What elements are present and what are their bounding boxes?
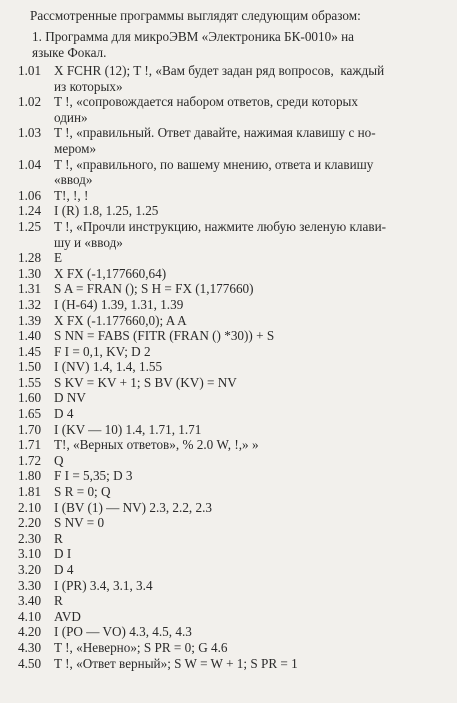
program-line [18,468,443,484]
line-code: Q [54,452,64,468]
line-number: 1.28 [18,250,42,266]
program-line [18,390,443,406]
line-code: T !, «сопровождается набором ответов, среди которых один» [54,94,359,125]
program-line [18,125,443,156]
line-code: D 4 [54,406,74,422]
line-code: T!, «Верных ответов», % 2.0 W, !,» » [54,437,259,453]
line-code: S A = FRAN (); S H = FX (1,177660) [54,281,254,297]
line-code: R [54,593,63,609]
line-number: 1.02 [18,94,42,110]
line-number: 3.40 [18,593,42,609]
program-line [18,578,443,594]
line-code: I (BV (1) — NV) 2.3, 2.2, 2.3 [54,499,212,515]
line-number: 1.65 [18,406,42,422]
program-line [18,500,443,516]
line-code: S NN = FABS (FITR (FRAN () *30)) + S [54,328,275,344]
program-line [18,297,443,313]
line-code: D 4 [54,562,74,577]
program-line [18,609,443,625]
line-number: 2.20 [18,515,42,531]
line-number: 4.20 [18,624,42,640]
line-number: 1.04 [18,156,42,172]
line-code: S R = 0; Q [54,484,111,500]
program-line [18,624,443,640]
line-code: X FX (-1.177660,0); A A [54,312,187,328]
line-code: D I [54,546,72,562]
line-number: 1.01 [18,63,42,78]
program-line [18,313,443,329]
line-code: E [54,250,63,266]
line-number: 3.20 [18,562,42,577]
program-line [18,453,443,469]
line-code: I (H-64) 1.39, 1.31, 1.39 [54,296,184,312]
program-line [18,344,443,360]
line-code: I (KV — 10) 1.4, 1.71, 1.71 [54,421,202,437]
line-number: 1.32 [18,296,42,312]
line-number: 1.45 [18,343,42,359]
line-code: D NV [54,390,86,406]
line-number: 1.06 [18,187,42,203]
program-line [18,406,443,422]
line-code: T !, «Прочли инструкцию, нажмите любую зеленую клави- шу и «ввод» [54,218,387,250]
program-line [18,328,443,344]
line-code: I (NV) 1.4, 1.4, 1.55 [54,359,163,375]
line-code: T!, !, ! [54,187,89,203]
program-line [18,375,443,391]
program-line [18,515,443,531]
line-code: S NV = 0 [54,515,105,531]
line-number: 4.30 [18,639,42,655]
line-number: 1.30 [18,265,42,281]
line-number: 1.55 [18,374,42,390]
line-number: 1.31 [18,281,42,297]
line-number: 1.03 [18,125,42,141]
line-number: 1.60 [18,390,42,406]
line-code: S KV = KV + 1; S BV (KV) = NV [54,374,237,390]
line-number: 1.70 [18,421,42,437]
line-code: I (PO — VO) 4.3, 4.5, 4.3 [54,624,192,640]
program-listing [18,63,443,671]
line-code: T !, «Неверно»; S PR = 0; G 4.6 [54,639,228,655]
program-line [18,593,443,609]
line-code: T !, «Ответ верный»; S W = W + 1; S PR = 1 [54,655,298,671]
program-line [18,656,443,672]
program-line [18,219,443,250]
program-heading-continuation: языке Фокал. [32,45,107,60]
line-number: 1.50 [18,359,42,375]
program-line [18,188,443,204]
line-number: 4.50 [18,655,42,671]
line-code: X FX (-1,177660,64) [54,265,167,281]
line-code: F I = 5,35; D 3 [54,468,133,484]
program-line [18,250,443,266]
line-number: 1.71 [18,437,42,453]
line-number: 1.25 [18,218,42,234]
line-number: 1.39 [18,312,42,328]
program-line [18,266,443,282]
program-line [18,359,443,375]
program-line [18,203,443,219]
program-line [18,94,443,125]
line-number: 1.24 [18,203,42,219]
line-code: R [54,530,63,546]
program-line [18,63,443,94]
line-number: 4.10 [18,608,42,624]
line-code: F I = 0,1, KV; D 2 [54,343,151,359]
program-line [18,281,443,297]
program-line [18,546,443,562]
line-number: 1.40 [18,328,42,344]
line-number: 3.10 [18,546,42,562]
program-line [18,640,443,656]
line-number: 1.81 [18,484,42,500]
program-line [18,422,443,438]
line-code: AVD [54,608,81,624]
program-line [18,437,443,453]
program-heading-text: 1. Программа для микроЭВМ «Электроника БК-0010» на [32,29,354,44]
line-code: X FCHR (12); T !, «Вам будет задан ряд вопросов, каждый из которых» [54,63,385,94]
program-line [18,531,443,547]
line-code: I (PR) 3.4, 3.1, 3.4 [54,577,153,593]
line-number: 2.30 [18,530,42,546]
program-line [18,562,443,578]
intro-text: Рассмотренные программы выглядят следующим образом: [30,8,361,23]
line-number: 1.80 [18,468,42,484]
line-number: 1.72 [18,452,42,468]
program-line [18,157,443,188]
line-number: 3.30 [18,577,42,593]
program-heading [18,29,443,61]
line-code: T !, «правильного, по вашему мнению, ответа и клавишу «ввод» [54,156,374,188]
program-line [18,484,443,500]
line-code: T !, «правильный. Ответ давайте, нажимая клавишу с но- мером» [54,125,376,156]
line-number: 2.10 [18,499,42,515]
line-code: I (R) 1.8, 1.25, 1.25 [54,203,159,219]
